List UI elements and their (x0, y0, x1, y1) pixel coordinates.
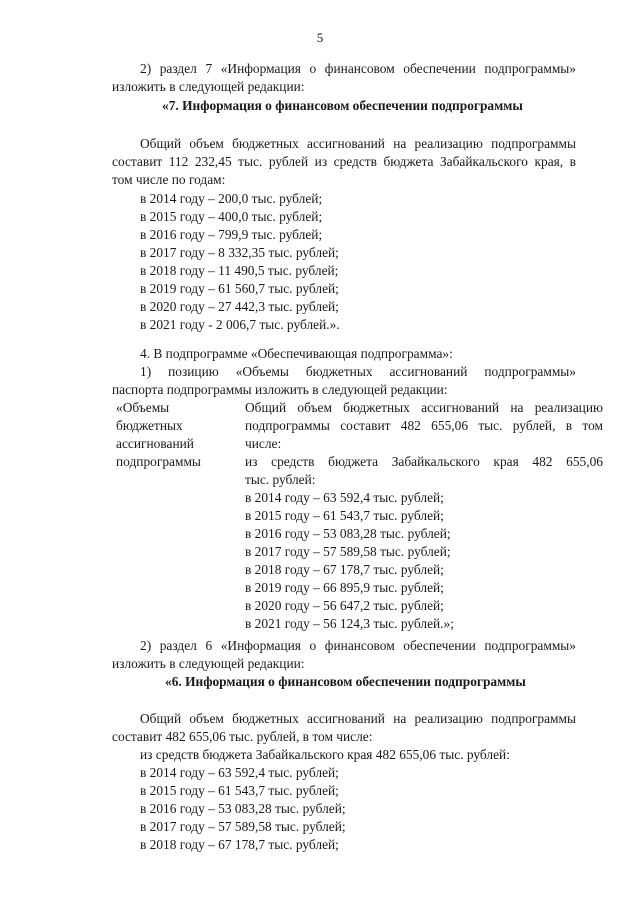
passport-label-line2: бюджетных (116, 418, 183, 433)
section3-para-line1: Общий объем бюджетных ассигнований на реализацию подпрограммы (140, 711, 576, 726)
section2-line2: 1) позицию «Объемы бюджетных ассигнований подпрограммы» (140, 364, 576, 379)
passport-year-2016: в 2016 году – 53 083,28 тыс. рублей; (245, 526, 451, 541)
section3-intro-line1: 2) раздел 6 «Информация о финансовом обеспечении подпрограммы» (140, 638, 576, 653)
passport-value-line3: числе: (245, 436, 282, 451)
section2-line3: паспорта подпрограммы изложить в следующей редакции: (112, 382, 448, 397)
section1-heading: «7. Информация о финансовом обеспечении подпрограммы (162, 98, 523, 113)
section1-intro-line1: 2) раздел 7 «Информация о финансовом обеспечении подпрограммы» (140, 61, 576, 76)
passport-value-line2: подпрограммы составит 482 655,06 тыс. рублей, в том (245, 418, 603, 433)
section1-para-line1: Общий объем бюджетных ассигнований на реализацию подпрограммы (140, 136, 576, 151)
passport-year-2019: в 2019 году – 66 895,9 тыс. рублей; (245, 580, 444, 595)
section3-para-line2: составит 482 655,06 тыс. рублей, в том числе: (112, 729, 373, 744)
passport-value-line5: тыс. рублей: (245, 472, 316, 487)
passport-label-line1: «Объемы (116, 400, 170, 415)
section3-year-2016: в 2016 году – 53 083,28 тыс. рублей; (140, 801, 346, 816)
section2-line1: 4. В подпрограмме «Обеспечивающая подпрограмма»: (140, 346, 453, 361)
section3-intro-line2: изложить в следующей редакции: (112, 656, 305, 671)
page-number: 5 (316, 30, 324, 45)
section1-year-2018: в 2018 году – 11 490,5 тыс. рублей; (140, 263, 339, 278)
section1-year-2019: в 2019 году – 61 560,7 тыс. рублей; (140, 281, 339, 296)
passport-year-2018: в 2018 году – 67 178,7 тыс. рублей; (245, 562, 444, 577)
section1-para-line2: составит 112 232,45 тыс. рублей из средств бюджета Забайкальского края, в (112, 154, 576, 169)
passport-year-2017: в 2017 году – 57 589,58 тыс. рублей; (245, 544, 451, 559)
section3-para-line3: из средств бюджета Забайкальского края 482 655,06 тыс. рублей: (140, 747, 510, 762)
section1-year-2017: в 2017 году – 8 332,35 тыс. рублей; (140, 245, 339, 260)
section1-year-2020: в 2020 году – 27 442,3 тыс. рублей; (140, 299, 339, 314)
section3-year-2018: в 2018 году – 67 178,7 тыс. рублей; (140, 837, 339, 852)
section1-year-2014: в 2014 году – 200,0 тыс. рублей; (140, 191, 323, 206)
passport-year-2021: в 2021 году – 56 124,3 тыс. рублей.»; (245, 616, 454, 631)
section1-para-line3: том числе по годам: (112, 172, 226, 187)
passport-year-2014: в 2014 году – 63 592,4 тыс. рублей; (245, 490, 444, 505)
section1-intro-line2: изложить в следующей редакции: (112, 79, 305, 94)
section3-year-2014: в 2014 году – 63 592,4 тыс. рублей; (140, 765, 339, 780)
section3-year-2015: в 2015 году – 61 543,7 тыс. рублей; (140, 783, 339, 798)
section3-year-2017: в 2017 году – 57 589,58 тыс. рублей; (140, 819, 346, 834)
passport-value-line1: Общий объем бюджетных ассигнований на реализацию (245, 400, 603, 415)
passport-value-line4: из средств бюджета Забайкальского края 482 655,06 (245, 454, 603, 469)
passport-year-2020: в 2020 году – 56 647,2 тыс. рублей; (245, 598, 444, 613)
passport-label-line3: ассигнований (116, 436, 194, 451)
passport-label-line4: подпрограммы (116, 454, 201, 469)
section1-year-2016: в 2016 году – 799,9 тыс. рублей; (140, 227, 323, 242)
section1-year-2015: в 2015 году – 400,0 тыс. рублей; (140, 209, 323, 224)
section3-heading: «6. Информация о финансовом обеспечении подпрограммы (165, 674, 526, 689)
passport-year-2015: в 2015 году – 61 543,7 тыс. рублей; (245, 508, 444, 523)
section1-year-2021: в 2021 году - 2 006,7 тыс. рублей.». (140, 317, 340, 332)
